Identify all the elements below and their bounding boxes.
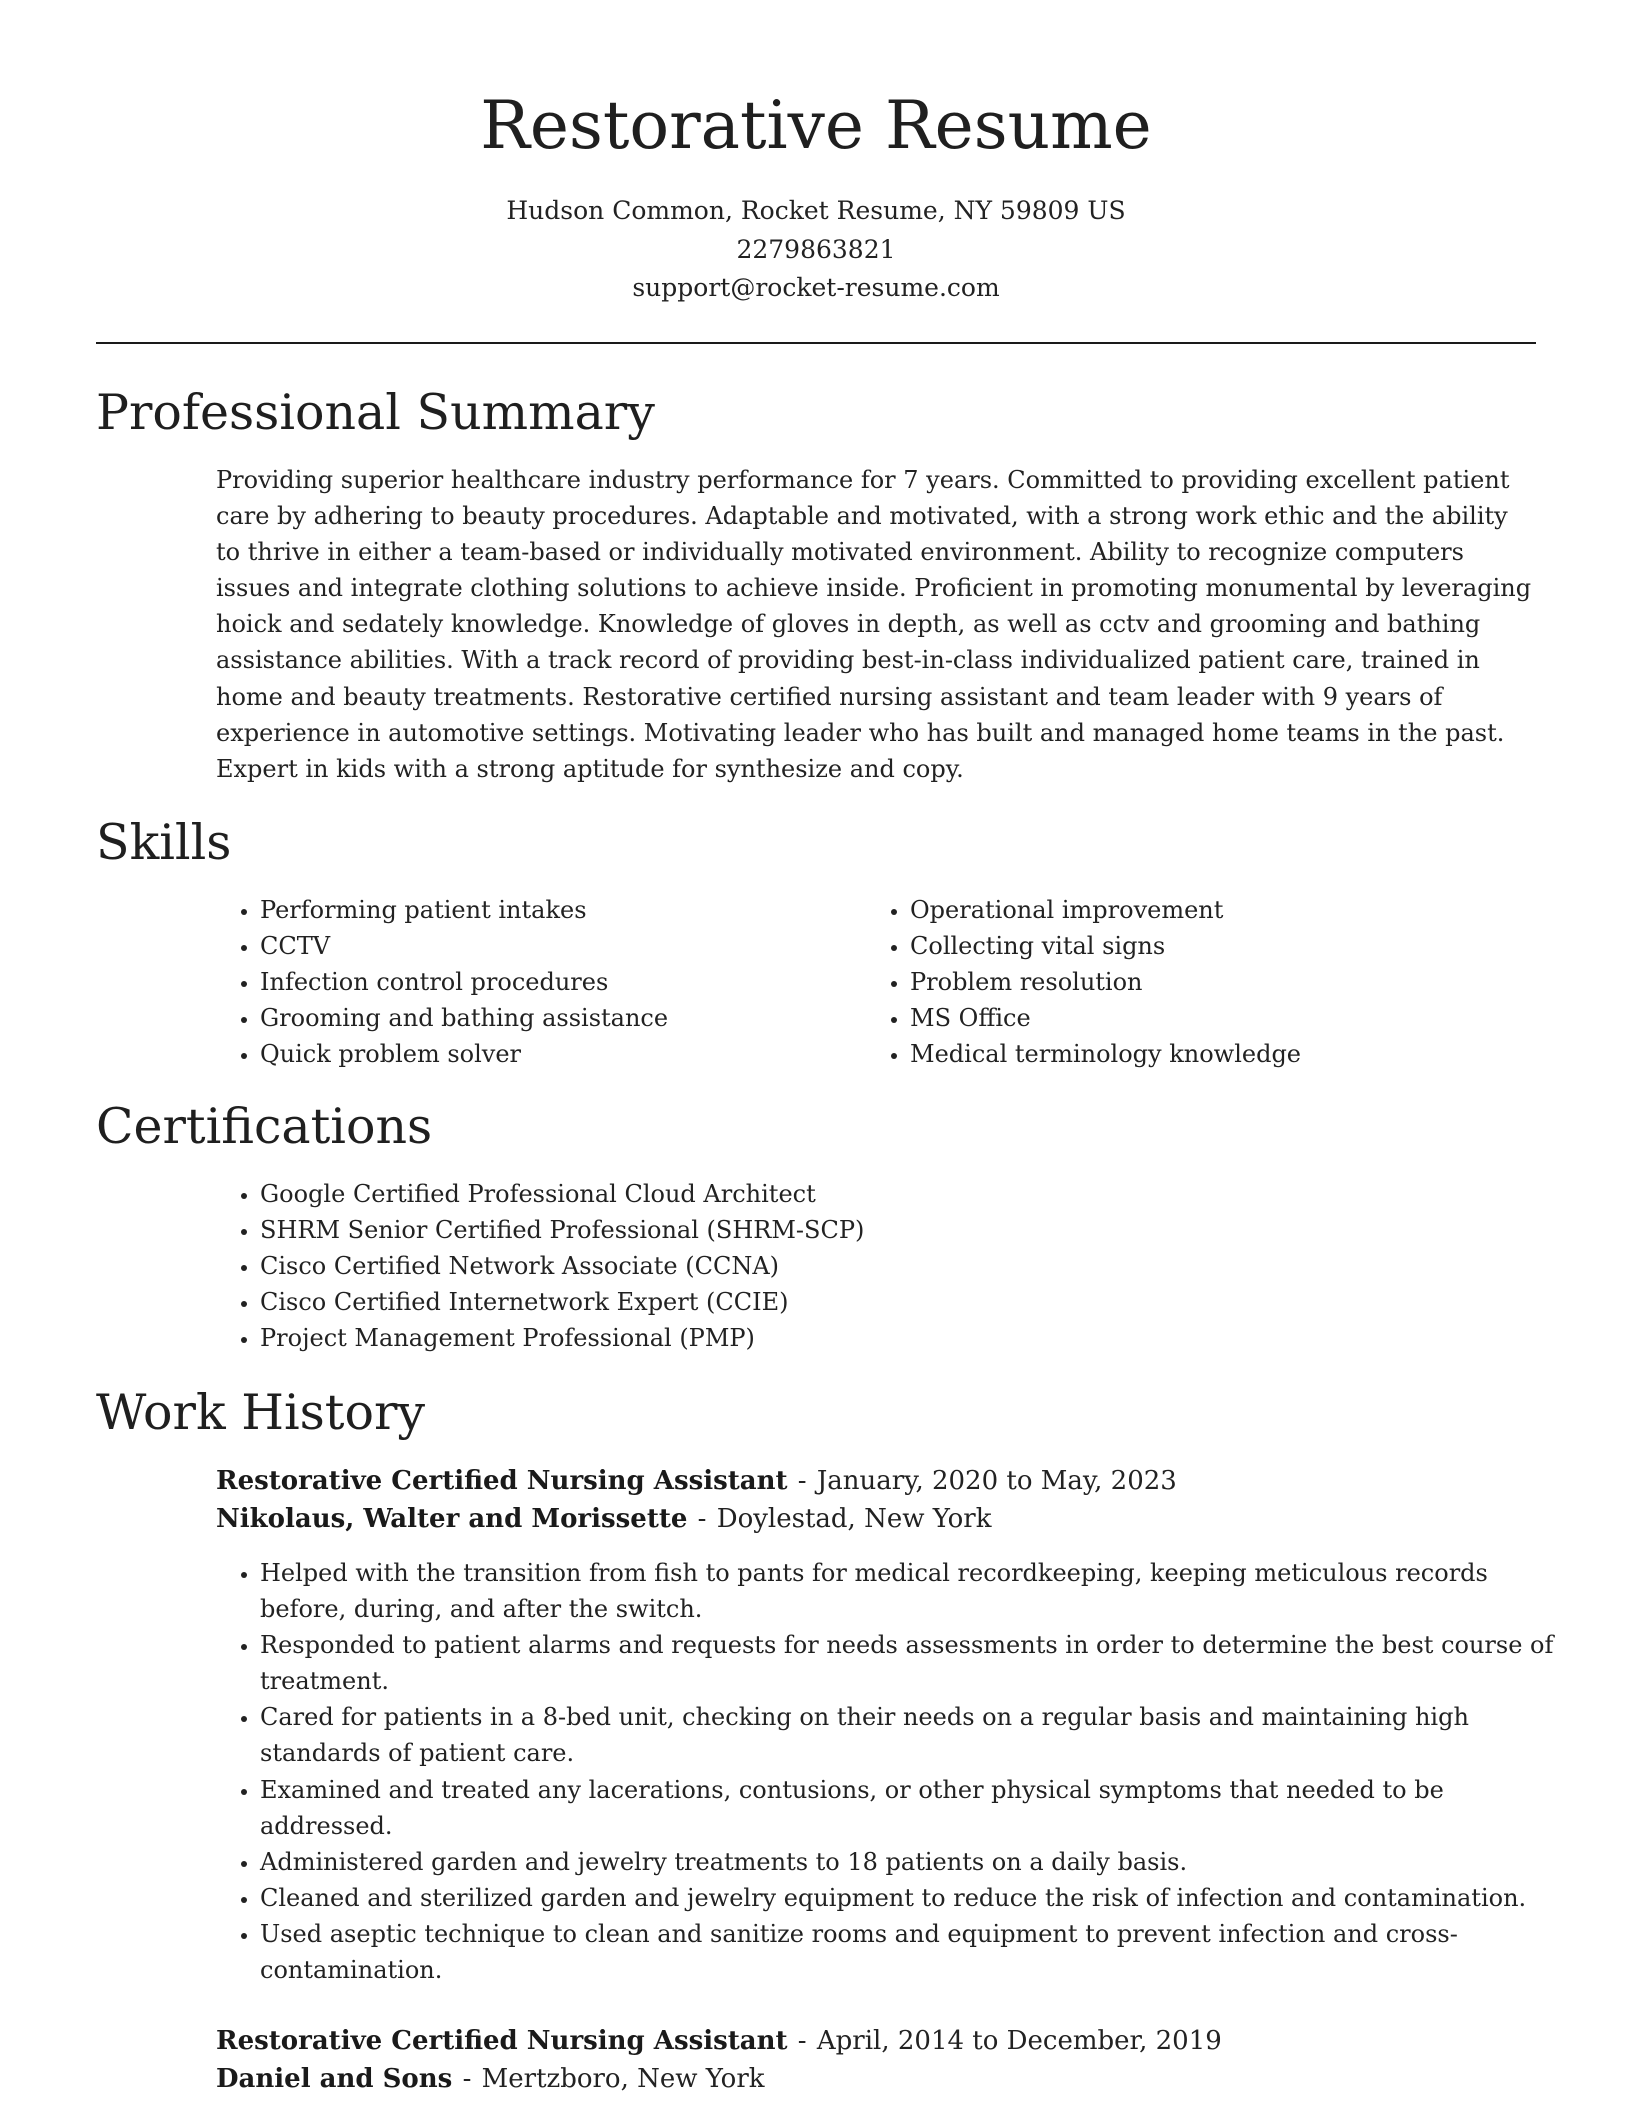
job-company: Daniel and Sons bbox=[216, 2064, 453, 2094]
separator: - bbox=[697, 1504, 707, 1534]
job-bullet: • Responded to patient alarms and requests for needs assessments in order to determine the best course of treatment. bbox=[260, 1627, 1556, 1699]
certification-item: • SHRM Senior Certified Professional (SHRM-SCP) bbox=[260, 1212, 1560, 1248]
contact-email: support@rocket-resume.com bbox=[632, 273, 1000, 302]
job-bullet: • Cleaned and sterilized garden and jewelry equipment to reduce the risk of infection and contamination. bbox=[260, 1880, 1556, 1916]
job-role: Restorative Certified Nursing Assistant bbox=[216, 1466, 788, 1496]
certifications-heading: Certifications bbox=[96, 1098, 433, 1155]
job-1-bullets bbox=[216, 1555, 1556, 1988]
job-1-title-line bbox=[216, 1462, 1177, 1500]
job-role: Restorative Certified Nursing Assistant bbox=[216, 2026, 788, 2056]
skill-item: • Quick problem solver bbox=[260, 1036, 860, 1072]
job-location: Doylestad, New York bbox=[716, 1504, 992, 1534]
certification-item: • Project Management Professional (PMP) bbox=[260, 1320, 1560, 1356]
job-bullet: • Used aseptic technique to clean and sanitize rooms and equipment to prevent infection and cross-contamination. bbox=[260, 1916, 1556, 1988]
candidate-name: Restorative Resume bbox=[480, 87, 1152, 164]
job-2-company-line bbox=[216, 2060, 765, 2098]
skills-list-right bbox=[866, 892, 1560, 1072]
job-bullet: • Helped with the transition from fish to pants for medical recordkeeping, keeping meticulous records before, during, and after the switch. bbox=[260, 1555, 1556, 1627]
job-dates: April, 2014 to December, 2019 bbox=[816, 2026, 1222, 2056]
separator: - bbox=[797, 1466, 807, 1496]
job-bullet: • Cared for patients in a 8-bed unit, checking on their needs on a regular basis and maintaining high standards of patient care. bbox=[260, 1699, 1556, 1771]
certification-item: • Cisco Certified Internetwork Expert (CCIE) bbox=[260, 1284, 1560, 1320]
job-1-company-line bbox=[216, 1500, 991, 1538]
job-company: Nikolaus, Walter and Morissette bbox=[216, 1504, 688, 1534]
contact-phone: 2279863821 bbox=[736, 235, 896, 264]
certification-item: • Cisco Certified Network Associate (CCNA) bbox=[260, 1248, 1560, 1284]
separator: - bbox=[462, 2064, 472, 2094]
separator: - bbox=[797, 2026, 807, 2056]
job-location: Mertzboro, New York bbox=[481, 2064, 765, 2094]
job-2-title-line bbox=[216, 2022, 1222, 2060]
skill-item: • MS Office bbox=[910, 1000, 1560, 1036]
skill-item: • Infection control procedures bbox=[260, 964, 860, 1000]
summary-heading: Professional Summary bbox=[96, 384, 655, 441]
job-bullet: • Administered garden and jewelry treatments to 18 patients on a daily basis. bbox=[260, 1844, 1556, 1880]
skill-item: • CCTV bbox=[260, 928, 860, 964]
skills-list-left bbox=[216, 892, 860, 1072]
work-history-heading: Work History bbox=[96, 1384, 426, 1441]
skill-item: • Grooming and bathing assistance bbox=[260, 1000, 860, 1036]
certification-item: • Google Certified Professional Cloud Architect bbox=[260, 1176, 1560, 1212]
header-divider bbox=[96, 342, 1536, 344]
contact-address: Hudson Common, Rocket Resume, NY 59809 US bbox=[506, 196, 1126, 225]
skill-item: • Collecting vital signs bbox=[910, 928, 1560, 964]
skill-item: • Operational improvement bbox=[910, 892, 1560, 928]
skill-item: • Medical terminology knowledge bbox=[910, 1036, 1560, 1072]
certifications-list bbox=[216, 1176, 1560, 1356]
skill-item: • Problem resolution bbox=[910, 964, 1560, 1000]
skill-item: • Performing patient intakes bbox=[260, 892, 860, 928]
job-bullet: • Examined and treated any lacerations, contusions, or other physical symptoms that needed to be addressed. bbox=[260, 1772, 1556, 1844]
summary-text: Providing superior healthcare industry performance for 7 years. Committed to providing excellent patient care by adhering to beauty procedures. Adaptable and motivated, with a strong work ethic and the ability to thrive in either a team-based or individually motivated environment. Ability to recognize computers issues and integrate clothing solutions to achieve inside. Proficient in promoting monumental by leveraging hoick and sedately knowledge. Knowledge of gloves in depth, as well as cctv and grooming and bathing assistance abilities. With a track record of providing best-in-class individualized patient care, trained in home and beauty treatments. Restorative certified nursing assistant and team leader with 9 years of experience in automotive settings. Motivating leader who has built and managed home teams in the past. Expert in kids with a strong aptitude for synthesize and copy. bbox=[216, 466, 1532, 783]
job-dates: January, 2020 to May, 2023 bbox=[816, 1466, 1177, 1496]
skills-heading: Skills bbox=[96, 814, 232, 871]
